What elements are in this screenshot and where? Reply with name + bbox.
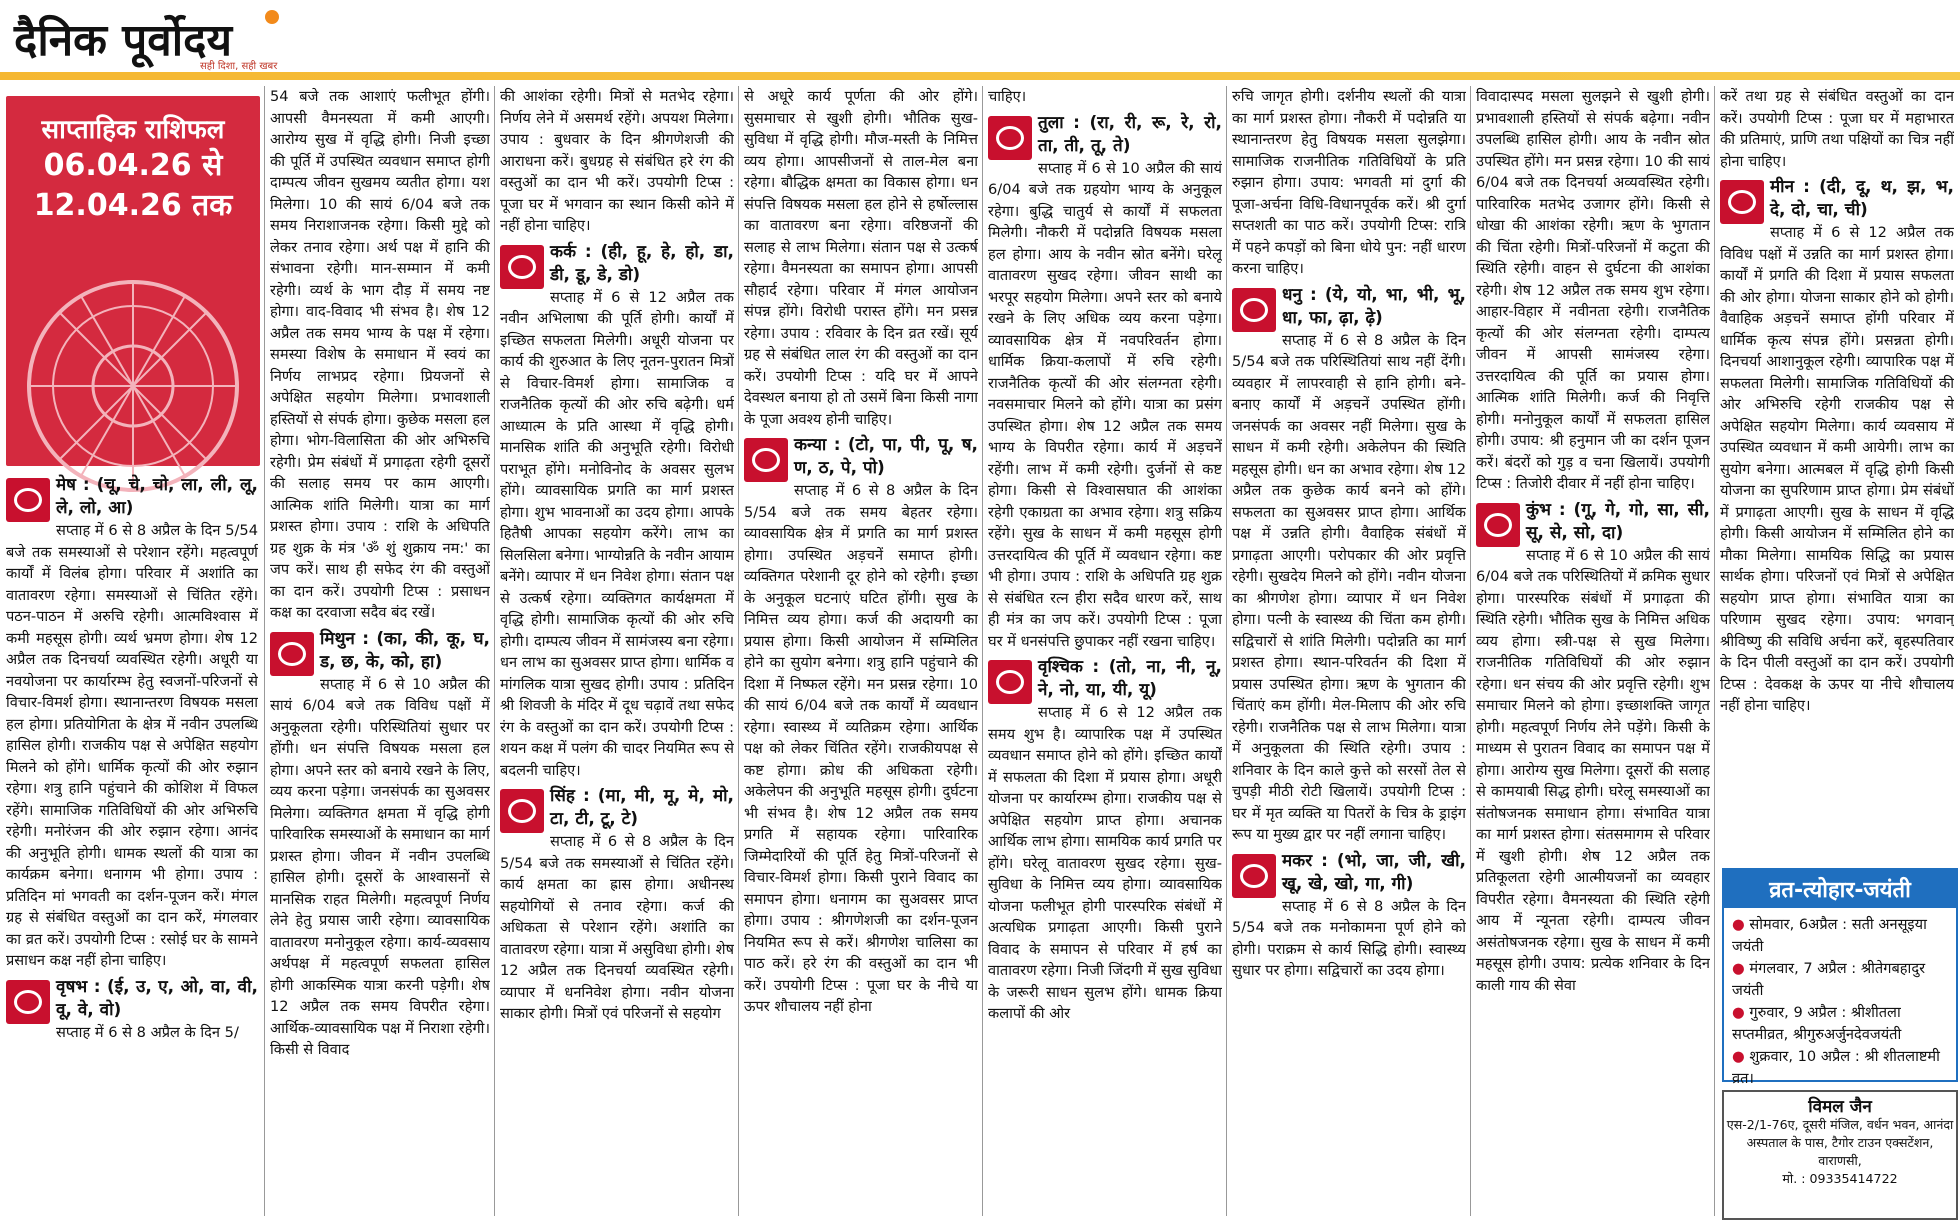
masthead <box>0 0 1960 80</box>
column-8 <box>1720 86 1954 861</box>
horoscope-text: से अधूरे कार्य पूर्णता की ओर होंगे। सुसमाचार से खुशी होगी। भौतिक सुख-सुविधा में वृद्धि होगी। मौज-मस्ती के निमित्त व्यय होगा। आपसीजनों से ताल-मेल बना रहेगा। बौद्धिक क्षमता का विकास होगा। धन संपत्ति विषयक मसला हल होने से हर्षोल्लास का वातावरण बना रहेगा। वरिष्ठजनों की सलाह से लाभ मिलेगा। संतान पक्ष से उत्कर्ष रहेगा। वैमनस्यता का समापन होगा। आपसी सौहार्द रहेगा। परिवार में मंगल आयोजन संपन्न होंगे। विरोधी परास्त होंगे। मन प्रसन्न रहेगा। उपाय : रविवार के दिन व्रत रखें। सूर्य ग्रह से संबंधित लाल रंग की वस्तुओं का दान करें। उपयोगी टिप्स : यदि घर में आपने देवस्थल बनाया हो तो उसमें बिना किसी नागा के पूजा अवश्य होनी चाहिए। <box>744 88 978 428</box>
column-rule <box>982 86 983 1216</box>
horoscope-text: करें तथा ग्रह से संबंधित वस्तुओं का दान करें। उपयोगी टिप्स : पूजा घर में महाभारत की प्रतिमाएं, प्राणि तथा पक्षियों का चित्र नहीं होना चाहिए। <box>1720 88 1954 170</box>
festival-item: ● शुक्रवार, 10 अप्रैल : श्री शीतलाष्टमी व्रत। <box>1732 1046 1948 1090</box>
panel-date-from: 06.04.26 से <box>43 148 223 183</box>
zodiac-wheel-icon <box>23 276 243 496</box>
horoscope-text: सप्ताह में 6 से 10 अप्रैल की सायं 6/04 बजे तक ग्रहयोग भाग्य के अनुकूल रहेगा। बुद्धि चातुर्य से कार्यों में सफलता मिलेगी। नौकरी में पदोन्नति विषयक मसला हल होगा। आय के नवीन स्रोत बनेंगे। घरेलू वातावरण सुखद रहेगा। जीवन साथी का भरपूर सहयोग मिलेगा। अपने स्तर को बनाये रखने के लिए अधिक व्यय करना पड़ेगा। व्यावसायिक क्षेत्र में नवपरिवर्तन होगा। धार्मिक क्रिया-कलापों में रुचि रहेगी। राजनैतिक कृत्यों की ओर संलग्नता रहेगी। नवसमाचार मिलने को होंगे। यात्रा का प्रसंग उपस्थित होगा। शेष 12 अप्रैल तक समय भाग्य के विपरीत रहेगा। कार्य में अड़चनें रहेंगी। लाभ में कमी रहेगी। दुर्जनों से कष्ट होगा। किसी से विश्वासघात की आशंका रहेगी एकाग्रता का अभाव रहेगा। शत्रु सक्रिय रहेंगे। सुख के साधन में कमी महसूस होगी उत्तरदायित्व की पूर्ति में व्यवधान रहेगा। कष्ट भी होगा। उपाय : राशि के अधिपति ग्रह शुक्र से संबंधित रत्न हीरा सदैव धारण करें, साथ ही मंत्र का जप करें। उपयोगी टिप्स : पूजा घर में धनसंपत्ति छुपाकर नहीं रखना चाहिए। <box>988 159 1222 650</box>
sign-heading <box>988 112 1222 158</box>
panel-title: साप्ताहिक राशिफल <box>41 115 225 145</box>
sign-title: वृषभ : (ई, उ, ए, ओ, वा, वी, वू, वे, वो) <box>56 976 258 1020</box>
libra-icon <box>988 116 1032 160</box>
column-4 <box>744 86 978 1222</box>
festival-box <box>1722 868 1958 1087</box>
horoscope-text: सप्ताह में 6 से 8 अप्रैल के दिन 5/54 बजे तक समस्याओं से परेशान रहेंगे। महत्वपूर्ण कार्यों में विलंब होगा। परिवार में अशांति का वातावरण रहेगा। समस्याओं से चिंतित रहेंगे। पठन-पाठन में अरुचि रहेगी। आत्मविश्वास में कमी महसूस होगी। व्यर्थ भ्रमण होगा। शेष 12 अप्रैल तक दिनचर्या व्यवस्थित रहेगी। अधूरी या नवयोजना पर कार्यारम्भ हेतु स्वजनों-परिजनों से विचार-विमर्श होगा। स्थानान्तरण विषयक मसला हल होगा। प्रतियोगिता के क्षेत्र में नवीन उपलब्धि हासिल होगी। राजकीय पक्ष से अपेक्षित सहयोग मिलने को होंगे। धार्मिक कृत्यों की ओर रुझान रहेगा। शत्रु हानि पहुंचाने की कोशिश में विफल रहेंगे। सामाजिक गतिविधियों की ओर अभिरुचि रहेगी। मनोरंजन की ओर रुझान रहेगा। आनंद की अनुभूति होगी। धामक स्थलों की यात्रा का कार्यक्रम बनेगा। धनागम भी होगा। उपाय : प्रतिदिन मां भगवती का दर्शन-पूजन करें। मंगल ग्रह से संबंधित वस्तुओं का दान करें, मंगलवार का व्रत करें। उपयोगी टिप्स : रसोई घर के सामने प्रसाधन कक्ष नहीं होना चाहिए। <box>6 522 258 969</box>
sign-heading <box>6 976 258 1022</box>
gemini-icon <box>270 632 314 676</box>
tagline: सही दिशा, सही खबर <box>200 61 278 72</box>
sign-heading <box>1720 176 1954 222</box>
sign-heading <box>1232 284 1466 330</box>
newspaper-logo: दैनिक पूर्वोदय <box>14 15 233 66</box>
sign-heading <box>744 434 978 480</box>
festival-list <box>1724 908 1956 1096</box>
horoscope-text: सप्ताह में 6 से 12 अप्रैल तक नवीन अभिलाषा की पूर्ति होगी। कार्यों में इच्छित सफलता मिलेगी। अधूरी योजना पर कार्य की शुरुआत के लिए नूतन-पुरातन मित्रों से विचार-विमर्श होगा। सामाजिक व राजनैतिक कृत्यों की ओर रुचि बढ़ेगी। धर्म आध्यात्म के प्रति आस्था में वृद्धि होगी। मानसिक शांति की अनुभूति रहेगी। विरोधी पराभूत होंगे। मनोविनोद के अवसर सुलभ होंगे। व्यावसायिक प्रगति का मार्ग प्रशस्त होगा। शुभ भावनाओं का उदय होगा। आपके हितैषी आपका सहयोग करेंगे। लाभ का सिलसिला बनेगा। भाग्योन्नति के नवीन आयाम बनेंगे। व्यापार में धन निवेश होगा। संतान पक्ष से उत्कर्ष रहेगा। व्यक्तिगत कार्यक्षमता में वृद्धि होगी। सामाजिक कृत्यों की ओर रुचि होगी। दाम्पत्य जीवन में सामंजस्य बना रहेगा। धन लाभ का सुअवसर प्राप्त होगा। धार्मिक व मांगलिक यात्रा सुखद होगी। उपाय : प्रतिदिन श्री शिवजी के मंदिर में दूध चढ़ावें तथा सफेद रंग के वस्तुओं का दान करें। उपयोगी टिप्स : शयन कक्ष में पलंग की चादर नियमित रूप से बदलनी चाहिए। <box>500 288 734 779</box>
column-rule <box>264 86 265 1216</box>
capricorn-icon <box>1232 854 1276 898</box>
sign-heading <box>500 785 734 831</box>
sign-title: मिथुन : (का, की, कू, घ, ड, छ, के, को, हा) <box>320 628 490 672</box>
column-7 <box>1476 86 1710 1222</box>
column-rule <box>494 86 495 1216</box>
horoscope-text: चाहिए। <box>988 88 1027 105</box>
festival-item: ● गुरुवार, 9 अप्रैल : श्रीशीतला सप्तमीव्रत, श्रीगुरुअर्जुनदेवजयंती <box>1732 1002 1948 1046</box>
sign-title: कर्क : (ही, हू, हे, हो, डा, डी, डू, डे, डो) <box>550 241 734 285</box>
sign-heading <box>988 656 1222 702</box>
header-bar <box>0 72 1960 80</box>
sign-title: सिंह : (मा, मी, मू, मे, मो, टा, टी, टू, टे) <box>550 786 734 829</box>
virgo-icon <box>744 438 788 482</box>
author-name: विमल जैन <box>1808 1097 1872 1117</box>
horoscope-text: रुचि जागृत होगी। दर्शनीय स्थलों की यात्रा का मार्ग प्रशस्त होगा। नौकरी में पदोन्नति या स्थानान्तरण हेतु विषयक मसला सुलझेगा। सामाजिक राजनीतिक गतिविधियों के प्रति रुझान होगा। उपाय: भगवती मां दुर्गा की पूजा-अर्चना विधि-विधानपूर्वक करें। श्री दुर्गा सप्तशती का पाठ करें। उपयोगी टिप्स: रात्रि में पहने कपड़ों को बिना धोये पुन: नहीं धारण करना चाहिए। <box>1232 88 1466 277</box>
horoscope-text: सप्ताह में 6 से 10 अप्रैल की सायं 6/04 बजे तक परिस्थितियों में क्रमिक सुधार होगा। पारस्परिक संबंधों में प्रगाढ़ता की स्थिति रहेगी। भौतिक सुख के निमित्त अधिक व्यय होगा। स्त्री-पक्ष से सुख मिलेगा। राजनीतिक गतिविधियों की ओर रुझान रहेगा। धन संचय की ओर प्रवृत्ति रहेगी। शुभ समाचार मिलने को होगा। इच्छाशक्ति जागृत होगी। महत्वपूर्ण निर्णय लेने पड़ेंगे। किसी के माध्यम से पुरातन विवाद का समापन पक्ष में होगा। आरोग्य सुख मिलेगा। दूसरों की सलाह से कामयाबी सिद्ध होगी। घरेलू समस्याओं का संतोषजनक समाधान होगा। संभावित यात्रा का मार्ग प्रशस्त होगा। संतसमागम से परिवार में खुशी होगी। शेष 12 अप्रैल तक प्रतिकूलता रहेगी आत्मीयजनों का व्यवहार विपरीत रहेगा। वैमनस्यता की स्थिति रहेगी आय में न्यूनता रहेगी। दाम्पत्य जीवन असंतोषजनक रहेगा। सुख के साधन में कमी महसूस होगी। उपाय: प्रत्येक शनिवार के दिन काली गाय की सेवा <box>1476 546 1710 994</box>
author-box <box>1722 1090 1958 1220</box>
column-6 <box>1232 86 1466 1222</box>
cancer-icon <box>500 245 544 289</box>
horoscope-text: सप्ताह में 6 से 10 अप्रैल की सायं 6/04 बजे तक विविध पक्षों में अनुकूलता रहेगी। परिस्थितियां सुधार पर होंगी। धन संपत्ति विषयक मसला हल होगा। अपने स्तर को बनाये रखने के लिए, व्यय करना पड़ेगा। जनसंपर्क का सुअवसर मिलेगा। व्यक्तिगत क्षमता में वृद्धि होगी पारिवारिक समस्याओं के समाधान का मार्ग प्रशस्त होगा। जीवन में नवीन उपलब्धि हासिल होगी। दूसरों के आश्वासनों से मानसिक राहत मिलेगी। महत्वपूर्ण निर्णय लेने हेतु प्रयास जारी रहेगा। व्यावसायिक वातावरण मनोनुकूल रहेगा। कार्य-व्यवसाय अर्थपक्ष में महत्वपूर्ण सफलता हासिल होगी आकस्मिक यात्रा करनी पड़ेगी। शेष 12 अप्रैल तक समय विपरीत रहेगा। आर्थिक-व्यावसायिक पक्ष में निराशा रहेगी। किसी से विवाद <box>270 675 490 1058</box>
horoscope-text: सप्ताह में 6 से 8 अप्रैल के दिन 5/54 बजे तक परिस्थितियां साथ नहीं देंगी। व्यवहार में लापरवाही से हानि होगी। बने-बनाए कार्यों में अड़चनें उपस्थित होंगी। जनसंपर्क का अवसर नहीं मिलेगा। सुख के साधन में कमी रहेगी। अकेलेपन की स्थिति महसूस होगी। धन का अभाव रहेगा। शेष 12 अप्रैल तक कुछेक कार्य बनने को होंगे। सफलता का सुअवसर प्राप्त होगा। आर्थिक पक्ष में उन्नति होगी। वैवाहिक संबंधों में प्रगाढ़ता आएगी। परोपकार की ओर प्रवृत्ति रहेगी। सुखदेय मिलने को होंगे। नवीन योजना का श्रीगणेश होगा। व्यापार में धन निवेश होगा। पत्नी के स्वास्थ्य की चिंता कम होगी। सद्विचारों से शांति मिलेगी। पदोन्नति का मार्ग प्रशस्त होगा। स्थान-परिवर्तन की दिशा में प्रयास उपस्थित होगा। ऋण के भुगतान की चिंताएं कम होंगी। मेल-मिलाप की ओर रुचि रहेगी। राजनैतिक पक्ष से लाभ मिलेगा। यात्रा में अनुकूलता की स्थिति रहेगी। उपाय : शनिवार के दिन काले कुत्ते को सरसों तेल से चुपड़ी मीठी रोटी खिलायें। उपयोगी टिप्स : घर में मृत व्यक्ति या पितरों के चित्र के ड्राइंग रूप या मुख्य द्वार पर नहीं लगाना चाहिए। <box>1232 331 1466 843</box>
author-mobile: मो. : 09335414722 <box>1782 1171 1898 1186</box>
column-5 <box>988 86 1222 1222</box>
sign-heading <box>500 241 734 287</box>
column-rule <box>1714 86 1715 1216</box>
panel-date-to: 12.04.26 तक <box>33 188 233 223</box>
sign-heading <box>1476 499 1710 545</box>
sign-title: कुंभ : (गू, गे, गो, सा, सी, सू, से, सो, दा) <box>1526 499 1710 543</box>
logo-dot-icon <box>265 10 279 24</box>
column-rule <box>1226 86 1227 1216</box>
horoscope-panel <box>6 96 260 466</box>
horoscope-text: सप्ताह में 6 से 8 अप्रैल के दिन 5/54 बजे तक समय बेहतर रहेगा। व्यावसायिक क्षेत्र में प्रगति का मार्ग प्रशस्त होगा। उपस्थित अड़चनें समाप्त होगी। व्यक्तिगत परेशानी दूर होने को रहेगी। इच्छा के अनुकूल घटनाएं घटित होंगी। सुख के निमित्त व्यय होगा। कर्ज की अदायगी का प्रयास होगा। किसी आयोजन में सम्मिलित होने का सुयोग बनेगा। शत्रु हानि पहुंचाने की दिशा में निष्फल रहेंगे। मन प्रसन्न रहेगा। 10 की सायं 6/04 बजे तक कार्यों में व्यवधान रहेगा। स्वास्थ्य में व्यतिक्रम रहेगा। आर्थिक पक्ष को लेकर चिंतित रहेंगे। राजकीयपक्ष से कष्ट होगा। क्रोध की अधिकता रहेगी। अकेलेपन की अनुभूति महसूस होगी। दुर्घटना भी संभव है। शेष 12 अप्रैल तक समय प्रगति में सहायक रहेगा। पारिवारिक जिम्मेदारियों की पूर्ति हेतु मित्रों-परिजनों से विचार-विमर्श होगा। किसी पुराने विवाद का समापन होगा। धनागम का सुअवसर प्राप्त होगा। उपाय : श्रीगणेशजी का दर्शन-पूजन नियमित रूप से करें। श्रीगणेश चालिसा का पाठ करें। हरे रंग की वस्तुओं का दान भी करें। उपयोगी टिप्स : पूजा घर के नीचे या ऊपर शौचालय नहीं होना <box>744 482 978 1015</box>
sign-title: मेष : (चू, चे, चो, ला, ली, लू, ले, लो, आ) <box>56 475 258 518</box>
aries-icon <box>6 478 50 522</box>
sign-title: धनु : (ये, यो, भा, भी, भू, धा, फा, ढ़ा, ढ़े) <box>1282 284 1466 328</box>
column-rule <box>738 86 739 1216</box>
author-address: एस-2/1-76ए, दूसरी मंजिल, वर्धन भवन, आनंदा अस्पताल के पास, टैगोर टाउन एक्सटेंशन, वाराणसी, <box>1726 1117 1954 1168</box>
sign-heading <box>1232 850 1466 896</box>
horoscope-text: सप्ताह में 6 से 12 अप्रैल तक विविध पक्षों में उन्नति का मार्ग प्रशस्त होगा। कार्यों में प्रगति की दिशा में प्रयास सफलता की ओर होगा। योजना साकार होने को होगी। वैवाहिक अड़चनें समाप्त होंगी परिवार में धार्मिक कृत्य संपन्न होंगे। प्रसन्नता होगी। दिनचर्या आशानुकूल रहेगी। व्यापारिक पक्ष में सफलता मिलेगी। सामाजिक गतिविधियों की ओर अभिरुचि रहेगी राजकीय पक्ष से अपेक्षित सहयोग मिलेगा। कार्य व्यवसाय में उपस्थित व्यवधान में कमी आयेगी। लाभ का सुयोग बनेगा। आत्मबल में वृद्धि होगी किसी योजना का सुपरिणाम प्राप्त होगा। प्रेम संबंधों में प्रगाढ़ता आएगी। सुख के साधन में वृद्धि होगी। किसी आयोजन में सम्मिलित होने का मौका मिलेगा। सामयिक सिद्धि का प्रयास सार्थक होगा। परिजनों एवं मित्रों से अपेक्षित सहयोग प्राप्त होगा। संभावित यात्रा का परिणाम सुखद रहेगा। उपाय: भगवान् श्रीविष्णु की सविधि अर्चना करें, बृहस्पतिवार के दिन पीली वस्तुओं का दान करें। उपयोगी टिप्स : देवकक्ष के ऊपर या नीचे शौचालय नहीं होना चाहिए। <box>1720 224 1954 714</box>
column-rule <box>1470 86 1471 1216</box>
horoscope-text: 54 बजे तक आशाएं फलीभूत होंगी। आपसी वैमनस्यता में कमी आएगी। आरोग्य सुख में वृद्धि होगी। निजी इच्छा की पूर्ति में उपस्थित व्यवधान समाप्त होगी दाम्पत्य जीवन सुखमय व्यतीत होगा। यश मिलेगा। 10 की सायं 6/04 बजे तक समय निराशाजनक रहेगा। किसी मुद्दे को लेकर तनाव रहेगा। अर्थ पक्ष में हानि की संभावना रहेगी। मान-सम्मान में कमी रहेगी। व्यर्थ के भाग दौड़ में समय नष्ट होगा। वाद-विवाद भी संभव है। शेष 12 अप्रैल तक समय भाग्य के पक्ष में रहेगा। समस्या विशेष के समाधान में स्वयं का निर्णय लाभप्रद रहेगा। प्रियजनों से अपेक्षित सहयोग मिलेगा। प्रभावशाली हस्तियों से संपर्क होगा। कुछेक मसला हल होगा। भोग-विलासिता की ओर अभिरुचि रहेगी। प्रेम संबंधों में प्रगाढ़ता रहेगी दूसरों की सलाह समय पर काम आएगी। आत्मिक शांति मिलेगी। यात्रा का मार्ग प्रशस्त होगा। उपाय : राशि के अधिपति ग्रह शुक्र के मंत्र 'ॐ शुं शुक्राय नम:' का जप करें। साथ ही सफेद रंग की वस्तुओं का दान करें। उपयोगी टिप्स : प्रसाधन कक्ष का दरवाजा सदैव बंद रखें। <box>270 88 490 621</box>
scorpio-icon <box>988 660 1032 704</box>
sign-title: कन्या : (टो, पा, पी, पू, ष, ण, ठ, पे, पो) <box>794 435 978 478</box>
sign-title: तुला : (रा, री, रू, रे, रो, ता, ती, तू, ते) <box>1038 112 1222 156</box>
horoscope-text: सप्ताह में 6 से 12 अप्रैल तक समय शुभ है। व्यापारिक पक्ष में उपस्थित व्यवधान समाप्त होने को होंगे। इच्छित कार्यों में सफलता की दिशा में प्रयास होगा। अधूरी योजना पर कार्यारम्भ होगा। राजकीय पक्ष से अपेक्षित सहयोग प्राप्त होगा। अचानक आर्थिक लाभ होगा। सामयिक कार्य प्रगति पर होंगे। घरेलू वातावरण सुखद रहेगा। सुख-सुविधा के निमित्त व्यय होगा। व्यावसायिक योजना फलीभूत होगी पारस्परिक संबंधों में अत्यधिक प्रगाढ़ता आएगी। किसी पुराने विवाद के समापन से परिवार में हर्ष का वातावरण रहेगा। निजी जिंदगी में सुख सुविधा के जरूरी साधन सुलभ होंगे। धामक क्रिया कलापों की ओर <box>988 704 1222 1022</box>
column-3 <box>500 86 734 1222</box>
horoscope-text: की आशंका रहेगी। मित्रों से मतभेद रहेगा। निर्णय लेने में असमर्थ रहेंगे। अपयश मिलेगा। उपाय : बुधवार के दिन श्रीगणेशजी की आराधना करें। बुधग्रह से संबंधित हरे रंग की वस्तुओं का दान भी करें। उपयोगी टिप्स : पूजा घर में भगवान का स्थान किसी कोने में नहीं होना चाहिए। <box>500 88 734 234</box>
sagittarius-icon <box>1232 288 1276 332</box>
sign-title: मकर : (भो, जा, जी, खी, खू, खे, खो, गा, गी) <box>1282 850 1466 894</box>
festival-item: ● मंगलवार, 7 अप्रैल : श्रीतेगबहादुर जयंती <box>1732 958 1948 1002</box>
festival-box-title: व्रत-त्योहार-जयंती <box>1724 870 1956 908</box>
horoscope-text: सप्ताह में 6 से 8 अप्रैल के दिन 5/54 बजे तक समस्याओं से चिंतित रहेंगे। कार्य क्षमता का ह्रास होगा। अधीनस्थ सहयोगियों से तनाव रहेगा। कर्ज की अधिकता से परेशान रहेंगे। अशांति का वातावरण रहेगा। यात्रा में असुविधा होगी। शेष 12 अप्रैल तक दिनचर्या व्यवस्थित रहेगी। व्यापार में धननिवेश होगा। नवीन योजना साकार होगी। मित्रों एवं परिजनों से सहयोग <box>500 833 734 1022</box>
aquarius-icon <box>1476 503 1520 547</box>
horoscope-text: विवादास्पद मसला सुलझने से खुशी होगी। प्रभावशाली हस्तियों से संपर्क बढ़ेगा। नवीन उपलब्धि हासिल होगी। आय के नवीन स्रोत उपस्थित होंगे। मन प्रसन्न रहेगा। 10 की सायं 6/04 बजे तक दिनचर्या अव्यवस्थित रहेगी। पारिवारिक मतभेद उजागर होंगे। किसी से धोखा की आशंका रहेगी। ऋण के भुगतान की चिंता रहेगी। मित्रों-परिजनों में कटुता की स्थिति रहेगी। वाहन से दुर्घटना की आशंका रहेगी। शेष 12 अप्रैल तक समय शुभ रहेगा। आहार-विहार में नवीनता रहेगी। राजनैतिक कृत्यों की ओर संलग्नता रहेगी। दाम्पत्य जीवन में आपसी सामंजस्य रहेगा। उत्तरदायित्व की पूर्ति का प्रयास होगा। आत्मिक शांति मिलेगी। कर्ज की निवृत्ति होगी। मनोनुकूल कार्यों में सफलता हासिल होगी। उपाय: श्री हनुमान जी का दर्शन पूजन करें। बंदरों को गुड़ व चना खिलायें। उपयोगी टिप्स : तिजोरी दीवार में नहीं होना चाहिए। <box>1476 88 1710 492</box>
column-1 <box>6 470 258 1222</box>
sign-heading <box>6 474 258 520</box>
column-2 <box>270 86 490 1222</box>
sign-heading <box>270 628 490 674</box>
sign-title: वृश्चिक : (तो, ना, नी, नू, ने, नो, या, यी, यू) <box>1038 657 1222 700</box>
sign-title: मीन : (दी, दू, थ, झ, भ, दे, दो, चा, ची) <box>1770 177 1954 220</box>
leo-icon <box>500 789 544 833</box>
pisces-icon <box>1720 180 1764 224</box>
festival-item: ● सोमवार, 6अप्रैल : सती अनसूइया जयंती <box>1732 914 1948 958</box>
horoscope-text: सप्ताह में 6 से 8 अप्रैल के दिन 5/ <box>56 1023 239 1041</box>
taurus-icon <box>6 980 50 1024</box>
horoscope-text: सप्ताह में 6 से 8 अप्रैल के दिन 5/54 बजे तक मनोकामना पूर्ण होने को होगी। पराक्रम से कार्य सिद्धि होगी। स्वास्थ्य सुधार पर होगा। सद्विचारों का उदय होगा। <box>1232 897 1466 979</box>
